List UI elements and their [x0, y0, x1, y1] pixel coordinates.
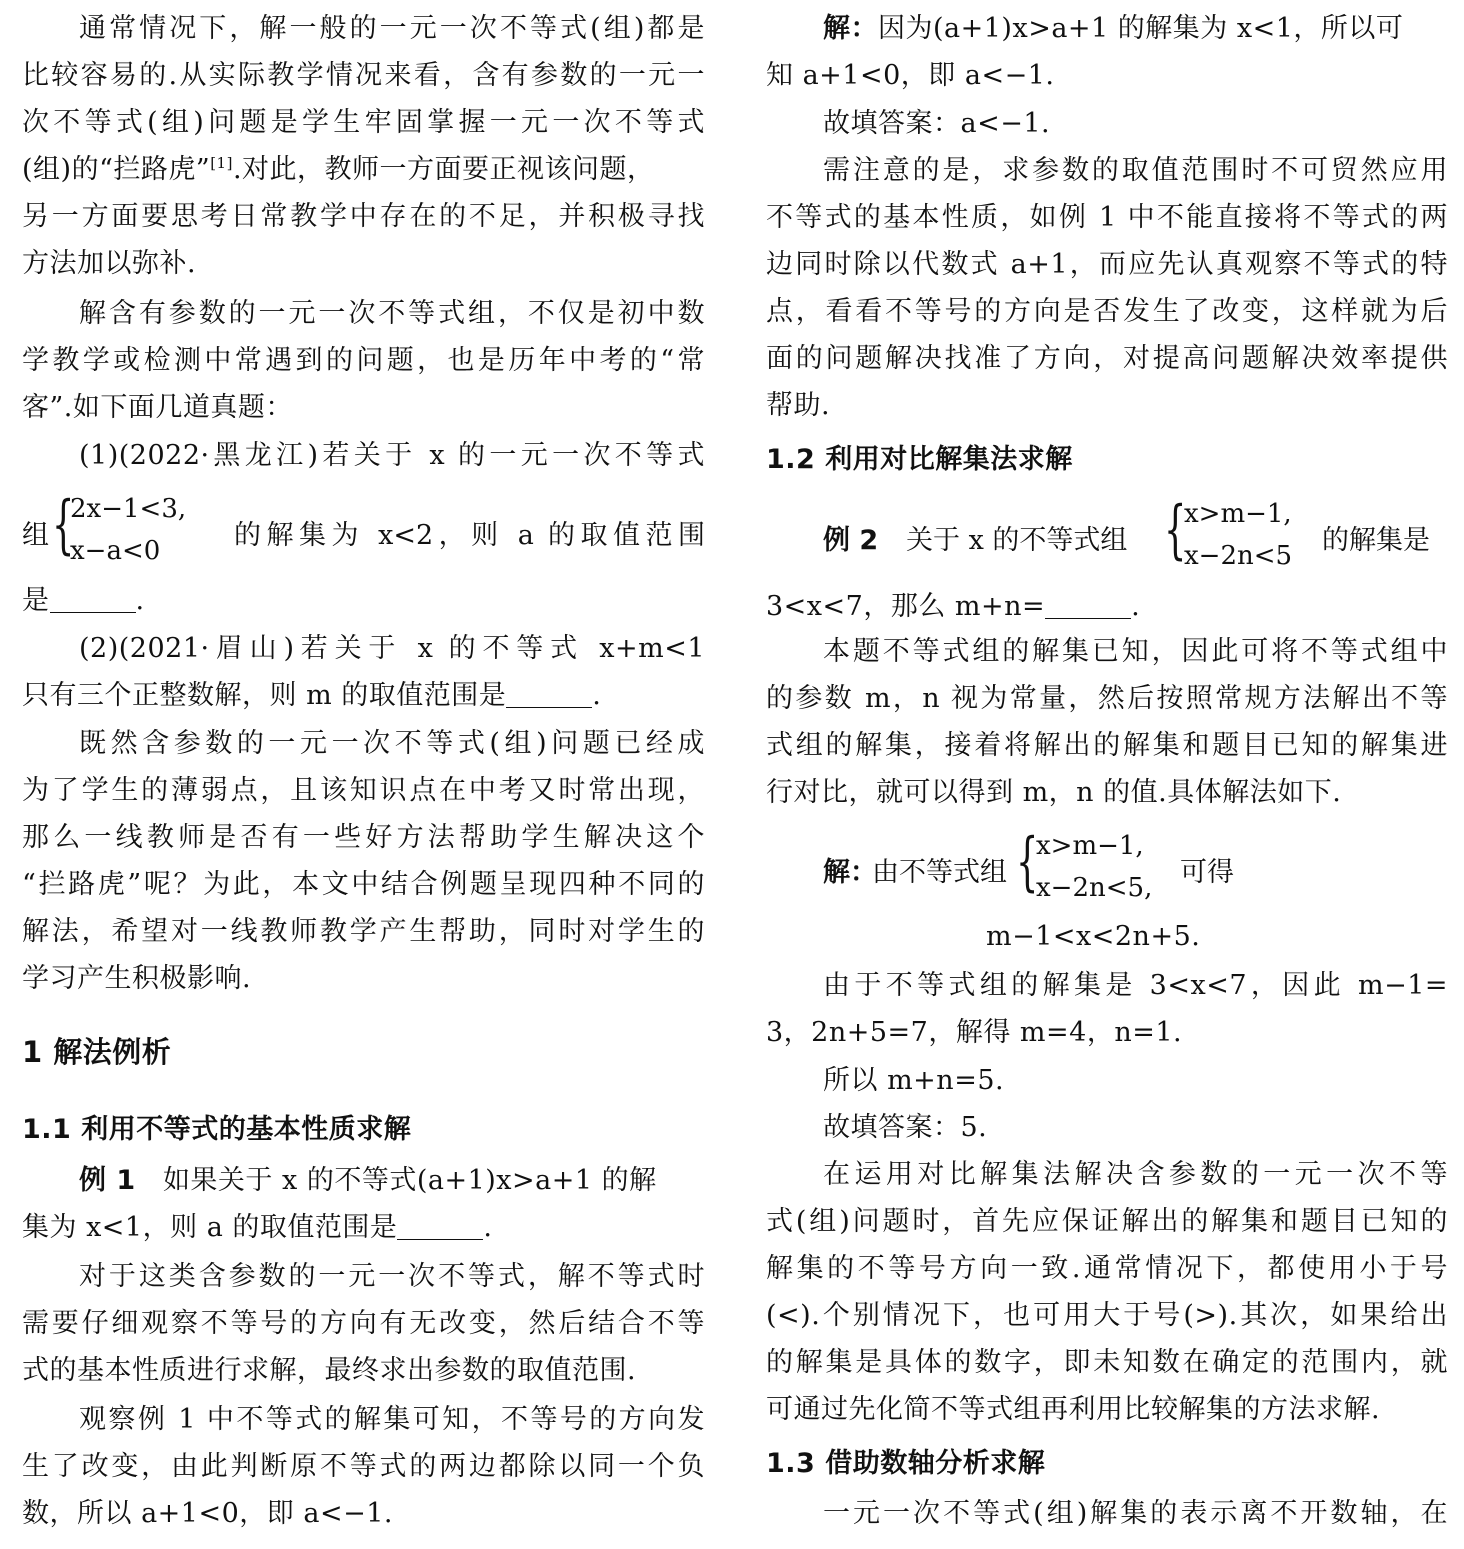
paragraph-line: 解法，希望对一线教师教学产生帮助，同时对学生的 [22, 916, 705, 947]
section-heading: 1 解法例析 [22, 1035, 172, 1069]
paragraph-line: 学习产生积极影响. [22, 963, 252, 994]
inequality-system-sol2 [766, 822, 1448, 912]
paragraph-line: 行对比，就可以得到 m，n 的值.具体解法如下. [766, 777, 1342, 808]
text-span: 如果关于 x 的不等式(a+1)x>a+1 的解 [162, 1165, 657, 1196]
answer-blank [506, 677, 592, 708]
paragraph-line: 方法加以弥补. [22, 248, 197, 279]
text-span: 组 [22, 520, 49, 551]
paragraph-line: 另一方面要思考日常教学中存在的不足，并积极寻找 [22, 201, 705, 232]
text-span: 的解集是 [1322, 525, 1430, 556]
text-span: 因为(a+1)x>a+1 的解集为 x<1，所以可 [878, 13, 1404, 44]
paragraph-line: (<).个别情况下，也可用大于号(>).其次，如果给出 [766, 1300, 1448, 1331]
text-span: 的解集为 x<2，则 a 的取值范围 [234, 520, 705, 551]
example-label: 例 2 [823, 525, 879, 556]
paragraph-line: 点，看看不等号的方向是否发生了改变，这样就为后 [766, 296, 1448, 327]
text-span: 3<x<7，那么 m+n= [766, 591, 1046, 622]
text-span: 集为 x<1，则 a 的取值范围是 [22, 1212, 398, 1243]
paragraph-line: 比较容易的.从实际教学情况来看，含有参数的一元一 [22, 60, 705, 91]
inequality-system-ex2 [766, 490, 1448, 580]
text-span: 由不等式组 [872, 857, 1007, 888]
paragraph-line: 本题不等式组的解集已知，因此可将不等式组中 [823, 636, 1448, 667]
paragraph-line: 次不等式(组)问题是学生牢固掌握一元一次不等式 [22, 107, 705, 138]
paragraph-line: 不等式的基本性质，如例 1 中不能直接将不等式的两 [766, 202, 1448, 233]
paragraph-line: 为了学生的薄弱点，且该知识点在中考又时常出现， [22, 775, 705, 806]
inequality-system-q1 [22, 485, 705, 575]
paragraph-line: 所以 m+n=5. [823, 1065, 1005, 1096]
solution-line: 知 a+1<0，即 a<−1. [766, 60, 1055, 91]
paragraph-line: 观察例 1 中不等式的解集可知，不等号的方向发 [79, 1404, 705, 1435]
answer-line: 故填答案：5. [823, 1112, 988, 1143]
paragraph-line: 解集的不等号方向一致.通常情况下，都使用小于号 [766, 1253, 1448, 1284]
subsection-heading: 1.1 利用不等式的基本性质求解 [22, 1114, 412, 1145]
paragraph-line [22, 146, 705, 194]
paragraph-line: 需要仔细观察不等号的方向有无改变，然后结合不等 [22, 1308, 705, 1339]
paragraph-line: 式组的解集，接着将解出的解集和题目已知的解集进 [766, 730, 1448, 761]
paragraph-line: 在运用对比解集法解决含参数的一元一次不等 [823, 1159, 1448, 1190]
result-line: m−1<x<2n+5. [986, 921, 1201, 952]
solution-line [766, 5, 1448, 53]
paragraph-line: “拦路虎”呢？为此，本文中结合例题呈现四种不同的 [22, 869, 705, 900]
paragraph-line: 可通过先化简不等式组再利用比较解集的方法求解. [766, 1394, 1381, 1425]
paragraph-line: 一元一次不等式(组)解集的表示离不开数轴，在 [823, 1498, 1448, 1529]
text-span: (组)的“拦路虎” [22, 154, 211, 185]
question-line: 是 . [22, 577, 705, 625]
question-line: (1)(2022·黑龙江)若关于 x 的一元一次不等式 [79, 440, 705, 471]
solution-label: 解： [823, 857, 877, 888]
paragraph-line: 的参数 m，n 视为常量，然后按照常规方法解出不等 [766, 683, 1448, 714]
paragraph-line: 数，所以 a+1<0，即 a<−1. [22, 1498, 393, 1529]
paragraph-line: 面的问题解决找准了方向，对提高问题解决效率提供 [766, 343, 1448, 374]
answer-line: 故填答案：a<−1. [823, 108, 1051, 139]
paragraph-line: 需注意的是，求参数的取值范围时不可贸然应用 [823, 155, 1448, 186]
question-line: 只有三个正整数解，则 m 的取值范围是 . [22, 672, 705, 720]
paragraph-line: 那么一线教师是否有一些好方法帮助学生解决这个 [22, 822, 705, 853]
paragraph-line: 学教学或检测中常遇到的问题，也是历年中考的“常 [22, 345, 705, 376]
brace-symbol: { [1164, 493, 1187, 567]
text-span: 可得 [1180, 857, 1234, 888]
paragraph-line: 客”.如下面几道真题： [22, 392, 293, 423]
paragraph-line: 由于不等式组的解集是 3<x<7，因此 m−1= [823, 970, 1448, 1001]
system-line: x>m−1, [1184, 499, 1292, 529]
paragraph-line: 边同时除以代数式 a+1，而应先认真观察不等式的特 [766, 249, 1448, 280]
text-span: 只有三个正整数解，则 m 的取值范围是 [22, 680, 507, 711]
citation-ref: [1] [210, 154, 233, 172]
paragraph-line: 3，2n+5=7，解得 m=4，n=1. [766, 1017, 1183, 1048]
example-label: 例 1 [79, 1165, 136, 1196]
paragraph-line: 对于这类含参数的一元一次不等式，解不等式时 [79, 1261, 705, 1292]
answer-blank [1045, 588, 1131, 619]
example-line: 集为 x<1，则 a 的取值范围是 . [22, 1204, 705, 1252]
brace-symbol: { [52, 488, 75, 562]
system-line: x−2n<5, [1036, 873, 1153, 903]
paragraph-line: 式的基本性质进行求解，最终求出参数的取值范围. [22, 1355, 637, 1386]
text-span: 关于 x 的不等式组 [906, 525, 1128, 556]
paragraph-line: 生了改变，由此判断原不等式的两边都除以同一个负 [22, 1451, 705, 1482]
subsection-heading: 1.3 借助数轴分析求解 [766, 1448, 1046, 1479]
answer-blank [50, 582, 136, 613]
paragraph-line: 既然含参数的一元一次不等式(组)问题已经成 [79, 728, 705, 759]
paragraph-line: 的解集是具体的数字，即未知数在确定的范围内，就 [766, 1347, 1448, 1378]
example-line [22, 1157, 705, 1205]
system-line: x−2n<5 [1184, 541, 1293, 571]
paragraph-line: 解含有参数的一元一次不等式组，不仅是初中数 [79, 298, 705, 329]
solution-label: 解： [823, 13, 878, 44]
system-line: x−a<0 [70, 536, 161, 566]
paragraph-line: 式(组)问题时，首先应保证解出的解集和题目已知的 [766, 1206, 1448, 1237]
example-line: 3<x<7，那么 m+n= . [766, 583, 1448, 631]
system-line: x>m−1, [1036, 831, 1144, 861]
text-span: 是 [22, 585, 50, 616]
subsection-heading: 1.2 利用对比解集法求解 [766, 444, 1073, 475]
text-span: .对此，教师一方面要正视该问题， [232, 154, 655, 185]
brace-symbol: { [1016, 825, 1039, 899]
system-line: 2x−1<3, [70, 494, 187, 524]
question-line: (2)(2021·眉山)若关于 x 的不等式 x+m<1 [79, 633, 705, 664]
paragraph-line: 帮助. [766, 390, 831, 421]
answer-blank [397, 1209, 483, 1240]
paragraph-line: 通常情况下，解一般的一元一次不等式(组)都是 [79, 13, 705, 44]
